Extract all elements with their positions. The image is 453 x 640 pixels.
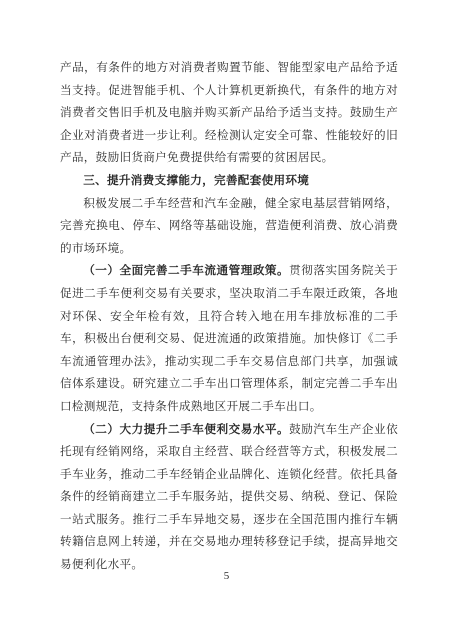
paragraph [60, 259, 398, 417]
paragraph: 产品，有条件的地方对消费者购置节能、智能型家电产品给予适当支持。促进智能手机、个人计算机更新换代，有条件的地方对消费者交售旧手机及电脑并购买新产品给予适当支持。鼓励生产企业对消费者进一步让利。经检测认定安全可靠、性能较好的旧产品，鼓励旧货商户免费提供给有需要的贫困居民。 [60, 60, 398, 165]
sub-heading: （二）大力提升二手车便利交易水平。 [83, 421, 290, 436]
sub-heading: （一）全面完善二手车流通管理政策。 [83, 263, 290, 278]
page-number: 5 [223, 570, 230, 582]
paragraph-text: 贯彻落实国务院关于促进二手车便利交易有关要求，坚决取消二手车限迁政策，各地对环保、安全年检有效，且符合转入地在用车排放标准的二手车，积极出台便利交易、促进流通的政策措施。加快修订《二手车流通管理办法》，推动实现二手车交易信息部门共享，加强诚信体系建设。研究建立二手车出口管理体系，制定完善二手车出口检测规范，支持条件成熟地区开展二手车出口。 [60, 263, 398, 413]
paragraph [60, 418, 398, 576]
section-heading: 三、提升消费支撑能力，完善配套使用环境 [83, 172, 310, 187]
paragraph: 积极发展二手车经营和汽车金融，健全家电基层营销网络，完善充换电、停车、网络等基础设施，营造便利消费、放心消费的市场环境。 [60, 195, 398, 255]
body-text [60, 56, 398, 576]
paragraph-text: 鼓励汽车生产企业依托现有经销网络，采取自主经营、联合经营等方式，积极发展二手车业务，推动二手车经销企业品牌化、连锁化经营。依托具备条件的经销商建立二手车服务站，提供交易、纳税、登记、保险一站式服务。推行二手车异地交易，逐步在全国范围内推行车辆转籍信息网上转递，并在交易地办理转移登记手续，提高异地交易便利化水平。 [60, 421, 398, 572]
